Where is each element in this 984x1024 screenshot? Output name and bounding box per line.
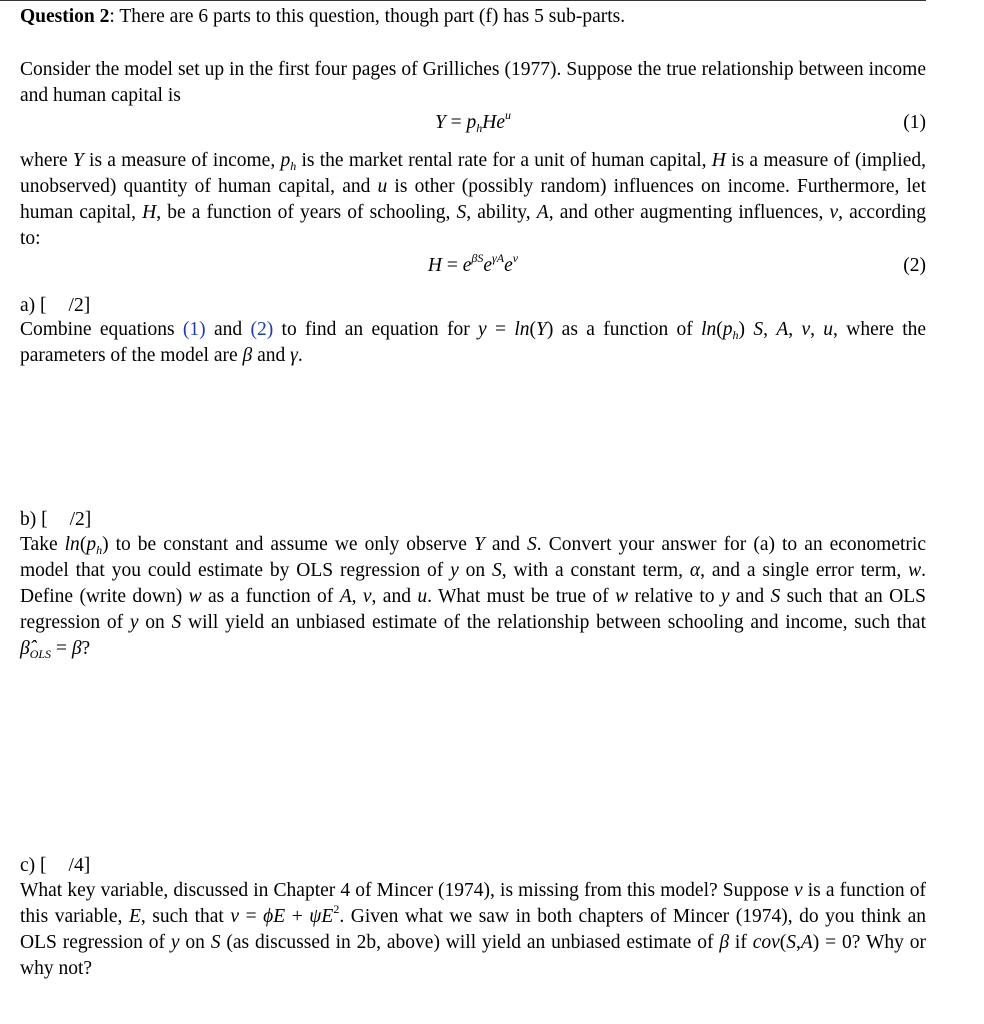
question-label: Question 2 <box>20 6 110 27</box>
equation-2-expression: $H = e^{\beta S}e^{\gamma A}e^v$ <box>427 251 519 276</box>
equation-2-number: (2) <box>903 255 926 276</box>
question-intro: : There are 6 parts to this question, though part (f) has 5 sub-parts. <box>109 6 626 27</box>
part-c-label: c) [ /4] <box>20 855 91 876</box>
equation-1 <box>20 110 926 136</box>
equation-1-number: (1) <box>903 112 926 133</box>
equation-1-expression: $Y = p_hHe^u$ <box>434 108 512 135</box>
part-b-label: b) [ /2] <box>20 509 92 530</box>
equation-2 <box>20 253 926 279</box>
part-c-text: What key variable, discussed in Chapter 4 of Mincer (1974), is missing from this model? Suppose v is a function of this variable, E, such that $v = \phi E + \psi E^2$. Given what we saw in both chapters of Mincer (1974), do you think an OLS regression of y on S (as discussed in 2b, above) will yield an unbiased estimate of β if cov(S,A) = 0? Why or why not? <box>20 880 927 979</box>
equation-2-ref[interactable]: (2) <box>250 319 274 340</box>
part-b-text: Take $\ln(p_h)$ to be constant and assume we only observe Y and S. Convert your answer for (a) to an econometric model that you could estimate by OLS regression of y on S, with a constant term, α, and a single error term, w. Define (write down) w as a function of A, v, and u. What must be true of w relative to y and S such that an OLS regression of y on S will yield an unbiased estimate of the relationship between schooling and income, such that $\betâ_{OLS} = \beta$? <box>20 534 926 661</box>
definitions-paragraph: where Y is a measure of income, $p_h$ is the market rental rate for a unit of human capital, H is a measure of (implied, unobserved) quantity of human capital, and u is other (possibly random) influences on income. Furthermore, let human capital, H, be a function of years of schooling, S, ability, A, and other augmenting influences, v, according to: <box>20 150 927 249</box>
equation-1-ref[interactable]: (1) <box>182 319 206 340</box>
top-rule <box>0 0 926 1</box>
part-a-text: Combine equations (1) and (2) to find an equation for y = ln(Y) as a function of $\ln(p_h)$ S, A, v, u, where the parameters of the model are β and γ. <box>20 319 927 366</box>
question-heading <box>20 4 926 30</box>
part-a-label: a) [ /2] <box>20 295 91 316</box>
context-paragraph: Consider the model set up in the first four pages of Grilliches (1977). Suppose the true relationship between income and human capital is <box>20 59 926 106</box>
